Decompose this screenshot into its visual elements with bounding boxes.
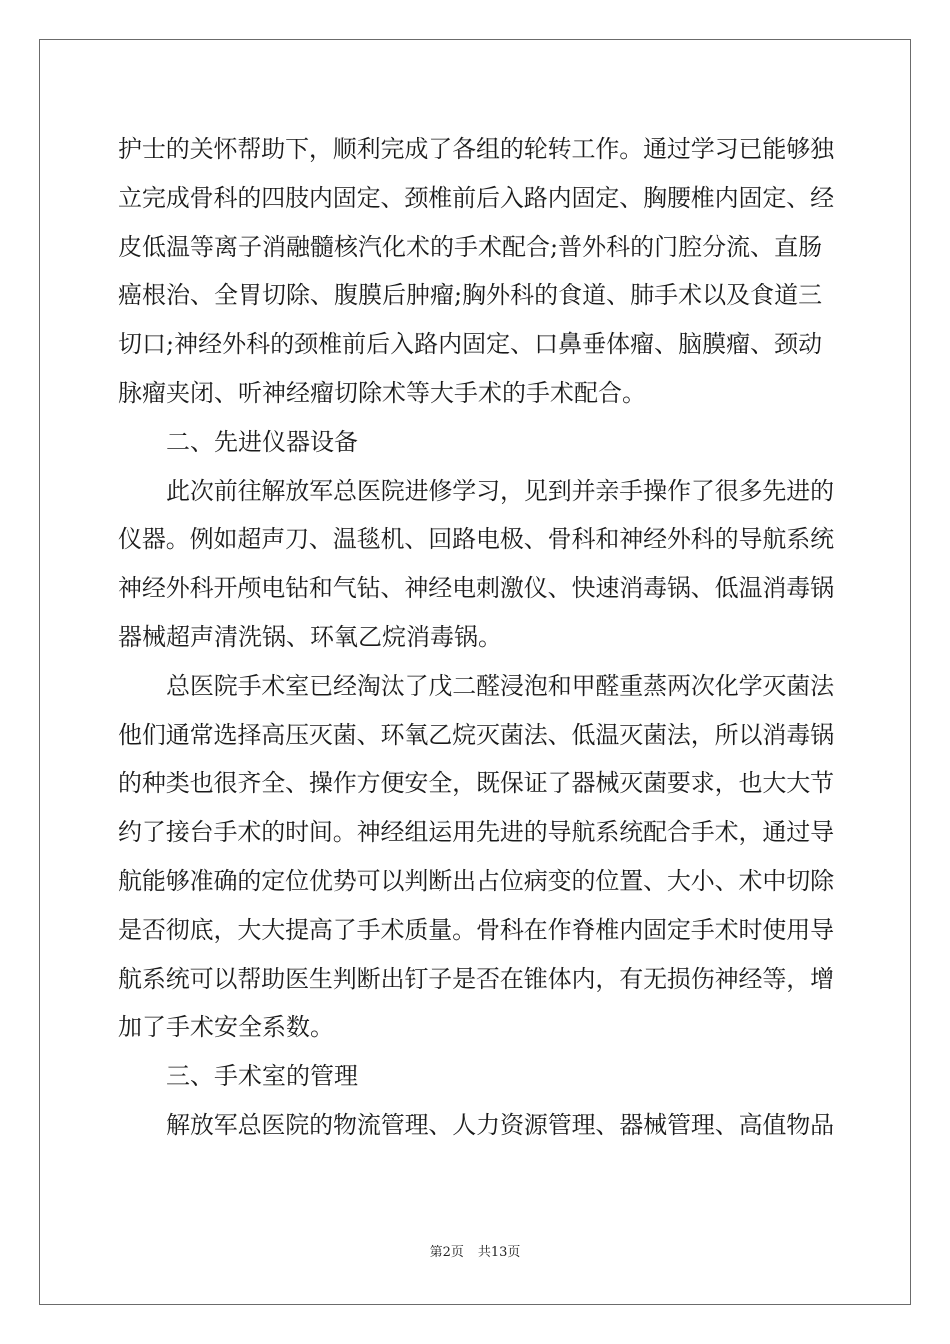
page-footer xyxy=(0,1244,950,1262)
text-line: 解放军总医院的物流管理、人力资源管理、器械管理、高值物品 xyxy=(166,1110,834,1139)
text-line: 癌根治、全胃切除、腹膜后肿瘤;胸外科的食道、肺手术以及食道三 xyxy=(118,281,823,310)
page-total: 共13页 xyxy=(477,1245,521,1260)
text-line: 护士的关怀帮助下，顺利完成了各组的轮转工作。通过学习已能够独 xyxy=(118,135,834,163)
text-line: 器械超声清洗锅、环氧乙烷消毒锅。 xyxy=(118,622,502,651)
text-line: 皮低温等离子消融髓核汽化术的手术配合;普外科的门腔分流、直肠 xyxy=(118,232,823,261)
text-line: 脉瘤夹闭、听神经瘤切除术等大手术的手术配合。 xyxy=(118,378,646,407)
text-line: 加了手术安全系数。 xyxy=(118,1013,334,1042)
text-line: 他们通常选择高压灭菌、环氧乙烷灭菌法、低温灭菌法，所以消毒锅 xyxy=(118,720,834,749)
text-line: 约了接台手术的时间。神经组运用先进的导航系统配合手术，通过导 xyxy=(118,818,834,847)
text-line: 二、先进仪器设备 xyxy=(166,427,358,456)
text-line: 切口;神经外科的颈椎前后入路内固定、口鼻垂体瘤、脑膜瘤、颈动 xyxy=(118,330,823,359)
text-line: 此次前往解放军总医院进修学习，见到并亲手操作了很多先进的 xyxy=(166,476,834,505)
text-line: 航能够准确的定位优势可以判断出占位病变的位置、大小、术中切除 xyxy=(118,866,834,895)
text-line: 立完成骨科的四肢内固定、颈椎前后入路内固定、胸腰椎内固定、经 xyxy=(118,183,834,212)
text-line: 三、手术室的管理 xyxy=(166,1062,358,1091)
page-number: 第2页 xyxy=(429,1245,464,1260)
text-line: 神经外科开颅电钻和气钻、神经电刺激仪、快速消毒锅、低温消毒锅 xyxy=(118,574,834,603)
text-line: 航系统可以帮助医生判断出钉子是否在锥体内，有无损伤神经等，增 xyxy=(118,964,834,993)
document-body xyxy=(118,125,834,1150)
text-line: 的种类也很齐全、操作方便安全，既保证了器械灭菌要求，也大大节 xyxy=(118,769,834,798)
text-line: 总医院手术室已经淘汰了戊二醛浸泡和甲醛重蒸两次化学灭菌法 xyxy=(166,671,834,700)
text-line: 仪器。例如超声刀、温毯机、回路电极、骨科和神经外科的导航系统 xyxy=(118,525,834,554)
text-line: 是否彻底，大大提高了手术质量。骨科在作脊椎内固定手术时使用导 xyxy=(118,915,834,944)
